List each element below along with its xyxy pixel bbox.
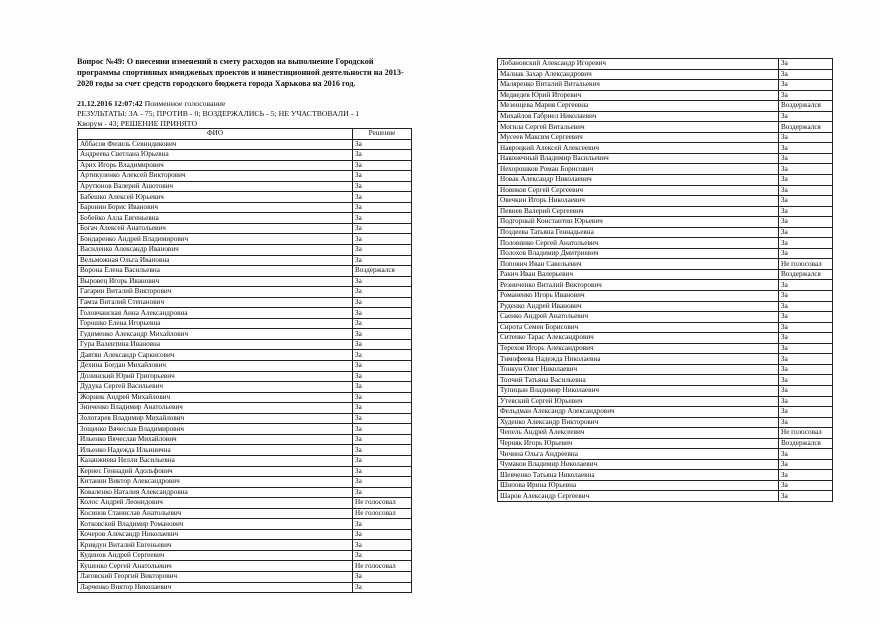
votes-table-right — [497, 58, 833, 502]
table-row — [498, 143, 833, 154]
vote-decision: За — [779, 185, 833, 196]
table-row — [498, 480, 833, 491]
vote-decision: За — [353, 287, 412, 298]
vote-decision: Не голосовал — [779, 428, 833, 439]
table-row — [78, 276, 412, 287]
vote-decision: Воздержался — [779, 122, 833, 133]
table-row — [498, 375, 833, 386]
vote-decision: За — [353, 466, 412, 477]
deputy-name: Чепель Андрей Алексеевич — [498, 428, 779, 439]
deputy-name: Бондаренко Андрей Владимирович — [78, 234, 353, 245]
deputy-name: Кочеров Александр Николаевич — [78, 529, 353, 540]
vote-decision: За — [353, 234, 412, 245]
deputy-name: Василенко Александр Иванович — [78, 245, 353, 256]
table-row — [78, 466, 412, 477]
table-row — [498, 301, 833, 312]
table-row — [78, 223, 412, 234]
table-row — [498, 438, 833, 449]
vote-decision: За — [353, 213, 412, 224]
table-row — [78, 160, 412, 171]
deputy-name: Дудука Сергей Васильевич — [78, 382, 353, 393]
table-row — [78, 192, 412, 203]
vote-decision: За — [779, 407, 833, 418]
vote-meta — [77, 99, 417, 130]
deputy-name: Тонкун Олег Николаевич — [498, 364, 779, 375]
vote-decision: За — [353, 477, 412, 488]
vote-decision: За — [353, 434, 412, 445]
vote-decision: За — [779, 111, 833, 122]
deputy-name: Гагарин Виталий Викторович — [78, 287, 353, 298]
vote-decision: За — [353, 181, 412, 192]
deputy-name: Лобановский Александр Игоревич — [498, 59, 779, 70]
deputy-name: Золотарев Владимир Михайлович — [78, 413, 353, 424]
deputy-name: Богач Алексей Анатольевич — [78, 223, 353, 234]
table-row — [78, 540, 412, 551]
table-row — [78, 434, 412, 445]
table-row — [498, 417, 833, 428]
deputy-name: Утевский Сергей Юрьевич — [498, 396, 779, 407]
deputy-name: Арутюнов Валерий Ашотович — [78, 181, 353, 192]
table-row — [498, 322, 833, 333]
vote-decision: Воздержался — [779, 101, 833, 112]
table-row — [78, 561, 412, 572]
table-row — [78, 318, 412, 329]
deputy-name: Долинский Юрий Григорьевич — [78, 371, 353, 382]
table-row — [78, 329, 412, 340]
table-row — [498, 269, 833, 280]
table-row — [498, 69, 833, 80]
vote-decision: За — [353, 171, 412, 182]
deputy-name: Кернес Геннадий Адольфович — [78, 466, 353, 477]
table-row — [498, 385, 833, 396]
table-row — [78, 255, 412, 266]
table-row — [498, 111, 833, 122]
deputy-name: Тупицын Владимир Николаевич — [498, 385, 779, 396]
table-row — [78, 213, 412, 224]
vote-decision: За — [779, 385, 833, 396]
deputy-name: Могила Сергей Витальевич — [498, 122, 779, 133]
vote-decision: За — [353, 519, 412, 530]
vote-decision: За — [353, 487, 412, 498]
table-row — [498, 396, 833, 407]
vote-datetime-line — [77, 99, 417, 109]
table-row — [498, 238, 833, 249]
table-row — [498, 59, 833, 70]
table-row — [78, 455, 412, 466]
deputy-name: Баронин Борис Иванович — [78, 202, 353, 213]
question-title: Вопрос №49: О внесении изменений в смету расходов на выполнение Городской программы спортивных имиджевых проектов и инвестиционной деятельности на 2013-2020 годы за счет средств городского бюджета города Харькова на 2016 год. — [77, 57, 404, 88]
deputy-name: Шевченко Татьяна Николаевна — [498, 470, 779, 481]
table-row — [78, 202, 412, 213]
vote-decision: За — [353, 361, 412, 372]
deputy-name: Нехорошков Роман Борисович — [498, 164, 779, 175]
table-row — [78, 445, 412, 456]
vote-decision: За — [353, 202, 412, 213]
deputy-name: Лаговский Георгий Викторович — [78, 571, 353, 582]
vote-decision: За — [779, 322, 833, 333]
table-row — [78, 508, 412, 519]
deputy-name: Жорник Андрей Михайлович — [78, 392, 353, 403]
vote-decision: За — [353, 223, 412, 234]
vote-decision: За — [353, 329, 412, 340]
table-row — [498, 122, 833, 133]
table-row — [498, 291, 833, 302]
vote-decision: За — [779, 69, 833, 80]
vote-decision: За — [779, 153, 833, 164]
vote-decision: За — [779, 90, 833, 101]
vote-datetime: 21.12.2016 12:07:42 — [77, 99, 143, 108]
table-row — [498, 364, 833, 375]
deputy-name: Давтян Александр Саркисович — [78, 350, 353, 361]
vote-decision: За — [779, 301, 833, 312]
vote-decision: За — [779, 343, 833, 354]
vote-decision: За — [779, 354, 833, 365]
table-row — [498, 227, 833, 238]
deputy-name: Китанин Виктор Александрович — [78, 477, 353, 488]
vote-decision: За — [779, 238, 833, 249]
deputy-name: Гудименко Александр Михайлович — [78, 329, 353, 340]
table-row — [498, 354, 833, 365]
deputy-name: Фельдман Александр Александрович — [498, 407, 779, 418]
vote-decision: За — [779, 132, 833, 143]
vote-decision: За — [353, 540, 412, 551]
vote-decision: За — [779, 364, 833, 375]
table-row — [498, 407, 833, 418]
vote-decision: За — [779, 80, 833, 91]
deputy-name: Ситенко Тарас Александрович — [498, 333, 779, 344]
deputy-name: Ворона Елена Васильевна — [78, 266, 353, 277]
table-row — [498, 449, 833, 460]
deputy-name: Зинченко Владимир Анатольевич — [78, 403, 353, 414]
vote-decision: За — [779, 143, 833, 154]
deputy-name: Попович Иван Савельевич — [498, 259, 779, 270]
deputy-name: Андреева Светлана Юрьевна — [78, 150, 353, 161]
vote-decision: Не голосовал — [353, 561, 412, 572]
table-row — [78, 234, 412, 245]
vote-quorum: Кворум - 43; РЕШЕНИЕ ПРИНЯТО — [77, 119, 198, 129]
vote-decision: За — [779, 217, 833, 228]
vote-decision: За — [779, 417, 833, 428]
vote-decision: За — [353, 318, 412, 329]
vote-decision: За — [779, 470, 833, 481]
deputy-name: Поздеева Татьяна Геннадьевна — [498, 227, 779, 238]
deputy-name: Кудинов Андрей Сергеевич — [78, 550, 353, 561]
deputy-name: Кривдун Виталий Евгеньевич — [78, 540, 353, 551]
table-row — [78, 350, 412, 361]
table-row — [498, 248, 833, 259]
deputy-name: Косинов Станислав Анатольевич — [78, 508, 353, 519]
deputy-name: Чичина Ольга Андреевна — [498, 449, 779, 460]
vote-decision: За — [779, 291, 833, 302]
table-row — [498, 164, 833, 175]
table-row — [78, 382, 412, 393]
vote-decision: За — [779, 280, 833, 291]
deputy-name: Топчий Татьяна Васильевна — [498, 375, 779, 386]
vote-results: РЕЗУЛЬТАТЫ: ЗА - 75; ПРОТИВ - 0; ВОЗДЕРЖАЛИСЬ - 5; НЕ УЧАСТВОВАЛИ - 1 — [77, 109, 360, 119]
vote-decision: За — [353, 571, 412, 582]
column-header-name: ФИО — [78, 129, 353, 140]
deputy-name: Тимофеева Надежда Николаевна — [498, 354, 779, 365]
table-row — [78, 487, 412, 498]
deputy-name: Аббасов Физиль Севиндикович — [78, 139, 353, 150]
table-header-row — [78, 129, 412, 140]
table-row — [78, 139, 412, 150]
table-row — [78, 361, 412, 372]
vote-decision: За — [779, 196, 833, 207]
vote-decision: Не голосовал — [779, 259, 833, 270]
deputy-name: Выровец Игорь Иванович — [78, 276, 353, 287]
deputy-name: Зощенко Вячеслав Владимирович — [78, 424, 353, 435]
deputy-name: Саенко Андрей Анатольевич — [498, 312, 779, 323]
deputy-name: Ракич Иван Валерьевич — [498, 269, 779, 280]
table-row — [78, 171, 412, 182]
table-row — [78, 392, 412, 403]
vote-decision: За — [353, 308, 412, 319]
table-row — [498, 470, 833, 481]
vote-decision: За — [779, 449, 833, 460]
deputy-name: Мусеев Максим Сергеевич — [498, 132, 779, 143]
table-row — [78, 424, 412, 435]
deputy-name: Гамза Виталий Степанович — [78, 297, 353, 308]
vote-decision: Воздержался — [779, 269, 833, 280]
vote-decision: За — [353, 550, 412, 561]
vote-decision: Воздержался — [779, 438, 833, 449]
deputy-name: Маляренко Виталий Витальевич — [498, 80, 779, 91]
table-row — [78, 529, 412, 540]
table-row — [78, 571, 412, 582]
deputy-name: Ильенко Надежда Ильинична — [78, 445, 353, 456]
deputy-name: Михайлов Габриел Николаевич — [498, 111, 779, 122]
deputy-name: Новиков Сергей Сергеевич — [498, 185, 779, 196]
vote-decision: За — [353, 413, 412, 424]
table-row — [498, 80, 833, 91]
deputy-name: Навроцкий Алексей Алексеевич — [498, 143, 779, 154]
deputy-name: Медведев Юрий Игоревич — [498, 90, 779, 101]
deputy-name: Вельможная Ольга Ивановна — [78, 255, 353, 266]
vote-decision: За — [779, 396, 833, 407]
vote-decision: За — [353, 160, 412, 171]
deputy-name: Сирота Семен Борисович — [498, 322, 779, 333]
deputy-name: Ильенко Вячеслав Михайлович — [78, 434, 353, 445]
deputy-name: Шаров Александр Сергеевич — [498, 491, 779, 502]
deputy-name: Бабешко Алексей Юрьевич — [78, 192, 353, 203]
table-row — [78, 413, 412, 424]
table-row — [78, 371, 412, 382]
vote-decision: За — [353, 255, 412, 266]
vote-decision: За — [779, 227, 833, 238]
vote-decision: За — [779, 459, 833, 470]
vote-decision: За — [779, 206, 833, 217]
vote-decision: За — [353, 339, 412, 350]
deputy-name: Малнак Захар Александрович — [498, 69, 779, 80]
table-row — [78, 550, 412, 561]
deputy-name: Худенко Александр Викторович — [498, 417, 779, 428]
deputy-name: Овечкин Игорь Николаевич — [498, 196, 779, 207]
deputy-name: Арих Игорь Владимирович — [78, 160, 353, 171]
vote-decision: Не голосовал — [353, 508, 412, 519]
deputy-name: Руденко Андрей Иванович — [498, 301, 779, 312]
deputy-name: Терехов Игорь Александрович — [498, 343, 779, 354]
table-row — [498, 206, 833, 217]
vote-decision: За — [779, 491, 833, 502]
vote-decision: За — [779, 59, 833, 70]
vote-decision: За — [779, 175, 833, 186]
deputy-name: Новак Александр Николаевич — [498, 175, 779, 186]
vote-decision: За — [353, 392, 412, 403]
table-row — [498, 153, 833, 164]
deputy-name: Полохов Владимир Дмитриевич — [498, 248, 779, 259]
table-row — [78, 498, 412, 509]
vote-decision: Не голосовал — [353, 498, 412, 509]
table-row — [498, 259, 833, 270]
deputy-name: Резниченко Виталий Викторович — [498, 280, 779, 291]
table-row — [498, 196, 833, 207]
table-row — [78, 150, 412, 161]
vote-decision: За — [353, 139, 412, 150]
vote-decision: За — [353, 424, 412, 435]
deputy-name: Коваленко Наталия Александровна — [78, 487, 353, 498]
vote-decision: За — [353, 350, 412, 361]
vote-decision: За — [353, 245, 412, 256]
vote-decision: За — [353, 192, 412, 203]
column-header-decision: Решение — [353, 129, 412, 140]
vote-decision: За — [353, 445, 412, 456]
vote-decision: За — [353, 371, 412, 382]
table-row — [78, 297, 412, 308]
vote-decision: За — [779, 248, 833, 259]
vote-decision: За — [353, 455, 412, 466]
deputy-name: Головчанская Анна Александровна — [78, 308, 353, 319]
vote-decision: За — [779, 164, 833, 175]
table-row — [78, 519, 412, 530]
deputy-name: Подгорный Константин Юрьевич — [498, 217, 779, 228]
table-row — [78, 308, 412, 319]
table-row — [498, 90, 833, 101]
table-row — [78, 245, 412, 256]
votes-table-left — [77, 128, 412, 593]
vote-decision: За — [353, 150, 412, 161]
table-row — [498, 343, 833, 354]
table-row — [78, 181, 412, 192]
table-row — [498, 333, 833, 344]
deputy-name: Дехина Богдан Михайлович — [78, 361, 353, 372]
table-row — [498, 280, 833, 291]
deputy-name: Чумаков Владимир Николаевич — [498, 459, 779, 470]
deputy-name: Наконечный Владимир Васильевич — [498, 153, 779, 164]
deputy-name: Мезенцева Мария Сергеевна — [498, 101, 779, 112]
deputy-name: Ларченко Виктор Николаевич — [78, 582, 353, 593]
vote-decision: За — [353, 529, 412, 540]
deputy-name: Певнев Валерий Сергеевич — [498, 206, 779, 217]
vote-decision: За — [353, 297, 412, 308]
table-row — [498, 459, 833, 470]
deputy-name: Шипова Ирина Юрьевна — [498, 480, 779, 491]
vote-decision: За — [779, 312, 833, 323]
deputy-name: Романенко Игорь Иванович — [498, 291, 779, 302]
table-row — [78, 287, 412, 298]
table-row — [498, 175, 833, 186]
deputy-name: Черняк Игорь Юрьевич — [498, 438, 779, 449]
vote-decision: За — [353, 276, 412, 287]
vote-decision: Воздержался — [353, 266, 412, 277]
table-row — [498, 491, 833, 502]
table-row — [78, 403, 412, 414]
table-row — [498, 132, 833, 143]
deputy-name: Артикуленко Алексей Викторович — [78, 171, 353, 182]
vote-decision: За — [353, 382, 412, 393]
table-row — [498, 185, 833, 196]
table-row — [498, 217, 833, 228]
table-row — [498, 101, 833, 112]
table-row — [78, 582, 412, 593]
table-row — [498, 312, 833, 323]
vote-type: Поименное голосование — [144, 99, 226, 108]
deputy-name: Колос Андрей Леонидович — [78, 498, 353, 509]
deputy-name: Половинко Сергей Анатольевич — [498, 238, 779, 249]
vote-decision: За — [779, 480, 833, 491]
deputy-name: Казанжиева Нелли Васильевна — [78, 455, 353, 466]
table-row — [78, 266, 412, 277]
deputy-name: Бобейко Алла Евгеньевна — [78, 213, 353, 224]
deputy-name: Котковский Владимир Романович — [78, 519, 353, 530]
table-row — [498, 428, 833, 439]
vote-decision: За — [353, 582, 412, 593]
vote-decision: За — [779, 375, 833, 386]
deputy-name: Горошко Елена Игорьевна — [78, 318, 353, 329]
table-row — [78, 339, 412, 350]
vote-decision: За — [779, 333, 833, 344]
deputy-name: Кушенко Сергей Анатольевич — [78, 561, 353, 572]
table-row — [78, 477, 412, 488]
deputy-name: Гура Валентина Ивановна — [78, 339, 353, 350]
vote-decision: За — [353, 403, 412, 414]
